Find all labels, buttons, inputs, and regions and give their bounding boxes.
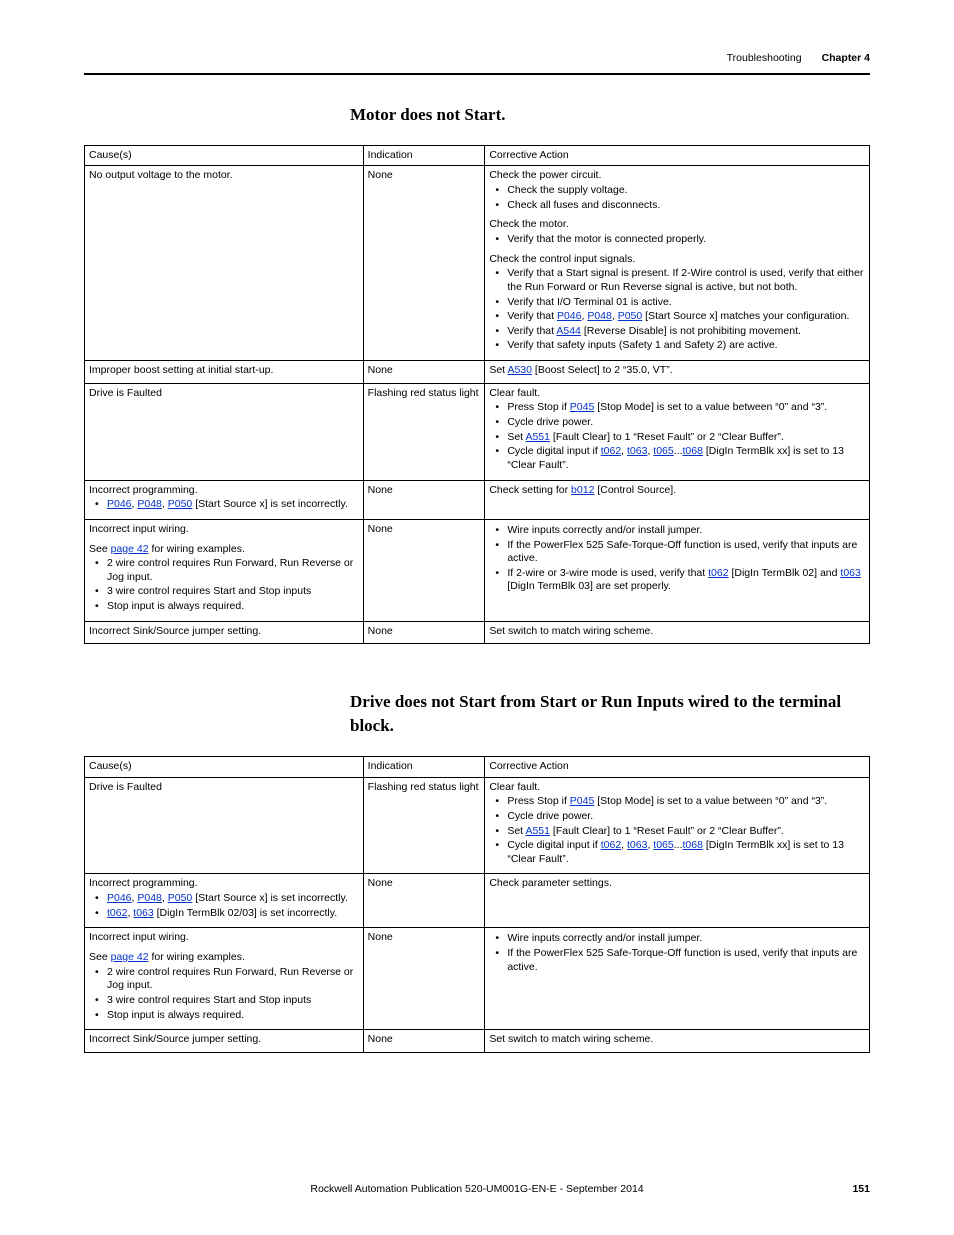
paragraph: Drive is Faulted xyxy=(89,386,162,399)
bullet-item xyxy=(89,892,358,906)
header-chapter-label: Chapter 4 xyxy=(821,52,870,64)
action-cell xyxy=(485,166,870,361)
paragraph: Flashing red status light xyxy=(367,386,479,399)
bullet-item xyxy=(489,233,864,247)
bullet-list xyxy=(489,524,864,594)
table-header-row xyxy=(85,145,870,166)
cause-cell xyxy=(85,480,364,519)
paragraph: Set switch to match wiring scheme. xyxy=(489,1033,654,1046)
bullet-item xyxy=(489,401,864,415)
bullet-marker: • xyxy=(495,339,500,352)
bullet-item xyxy=(89,585,358,599)
bullet-marker: • xyxy=(495,184,500,197)
bullet-text: Press Stop if P045 [Stop Mode] is set to a value between “0” and “3”. xyxy=(507,795,828,808)
param-link[interactable]: P048 xyxy=(137,498,162,511)
bullet-marker: • xyxy=(95,965,99,978)
paragraph: Incorrect Sink/Source jumper setting. xyxy=(89,624,262,637)
section-title: Motor does not Start. xyxy=(350,105,506,124)
column-header: Cause(s) xyxy=(85,145,364,166)
table-row xyxy=(85,166,870,361)
bullet-marker: • xyxy=(495,430,500,443)
bullet-marker: • xyxy=(495,295,500,308)
bullet-item xyxy=(489,296,864,310)
bullet-text: Stop input is always required. xyxy=(107,600,245,613)
paragraph: Flashing red status light xyxy=(367,780,479,793)
bullet-marker: • xyxy=(495,947,500,960)
table-row xyxy=(85,777,870,874)
bullet-marker: • xyxy=(495,932,500,945)
param-link[interactable]: t063 xyxy=(840,566,861,579)
paragraph: None xyxy=(367,364,393,377)
table-header-row xyxy=(85,756,870,777)
bullet-item xyxy=(489,567,864,594)
bullet-marker: • xyxy=(495,809,500,822)
param-link[interactable]: A544 xyxy=(556,324,581,337)
paragraph: Set A530 [Boost Select] to 2 “35.0, VT”. xyxy=(489,364,673,377)
table-row xyxy=(85,928,870,1030)
bullet-list xyxy=(489,932,864,974)
param-link[interactable]: A530 xyxy=(507,364,532,377)
table-row xyxy=(85,1030,870,1053)
paragraph: Check parameter settings. xyxy=(489,877,612,890)
troubleshooting-table xyxy=(84,756,870,1053)
paragraph: None xyxy=(367,877,393,890)
bullet-list xyxy=(489,267,864,353)
bullet-text: Press Stop if P045 [Stop Mode] is set to a value between “0” and “3”. xyxy=(507,401,828,414)
param-link[interactable]: P046 xyxy=(556,310,582,323)
bullet-item xyxy=(489,932,864,946)
bullet-item xyxy=(489,445,864,472)
param-link[interactable]: P050 xyxy=(167,498,193,511)
paragraph: Incorrect input wiring. xyxy=(89,931,189,944)
bullet-marker: • xyxy=(95,993,99,1006)
bullet-marker: • xyxy=(495,445,500,458)
param-link[interactable]: P046 xyxy=(107,892,132,905)
bullet-text: If the PowerFlex 525 Safe-Torque-Off function is used, verify that inputs are active. xyxy=(507,538,858,565)
paragraph: See page 42 for wiring examples. xyxy=(89,542,245,555)
bullet-item xyxy=(89,907,358,921)
param-link[interactable]: P050 xyxy=(617,310,643,323)
header-section-label: Troubleshooting xyxy=(726,52,802,64)
table-row xyxy=(85,383,870,480)
page-header xyxy=(84,0,870,64)
action-cell xyxy=(485,621,870,644)
column-header: Cause(s) xyxy=(85,756,364,777)
table-row xyxy=(85,621,870,644)
param-link[interactable]: t062 xyxy=(708,566,729,579)
bullet-marker: • xyxy=(495,267,500,280)
bullet-item xyxy=(489,199,864,213)
bullet-text: Verify that the motor is connected properly. xyxy=(507,233,707,245)
indication-cell xyxy=(363,361,485,384)
paragraph: No output voltage to the motor. xyxy=(89,169,233,182)
bullet-text: Cycle digital input if t062, t063, t065...t068 [DigIn TermBlk xx] is set to 13 “Clear Fault”. xyxy=(507,445,844,471)
bullet-text: Verify that P046, P048, P050 [Start Source x] matches your configuration. xyxy=(507,310,850,323)
bullet-item xyxy=(89,994,358,1008)
bullet-item xyxy=(89,557,358,584)
bullet-text: Verify that a Start signal is present. If 2-Wire control is used, verify that either the Run Forward or Run Reverse signal is active, but not both. xyxy=(507,267,864,293)
indication-cell xyxy=(363,777,485,874)
bullet-marker: • xyxy=(95,557,99,570)
cause-cell xyxy=(85,777,364,874)
bullet-item xyxy=(489,947,864,974)
bullet-text: Cycle drive power. xyxy=(507,416,594,429)
paragraph: Incorrect input wiring. xyxy=(89,522,189,535)
param-link[interactable]: P045 xyxy=(569,401,595,414)
paragraph: None xyxy=(367,624,393,637)
action-cell xyxy=(485,383,870,480)
bullet-marker: • xyxy=(95,585,99,598)
param-link[interactable]: t062 xyxy=(600,445,622,458)
bullet-text: t062, t063 [DigIn TermBlk 02/03] is set incorrectly. xyxy=(107,906,338,919)
table-row xyxy=(85,874,870,928)
param-link[interactable]: P048 xyxy=(587,310,612,323)
cause-cell xyxy=(85,361,364,384)
paragraph: None xyxy=(367,931,393,944)
paragraph: Incorrect Sink/Source jumper setting. xyxy=(89,1033,262,1046)
action-cell xyxy=(485,777,870,874)
bullet-item xyxy=(489,810,864,824)
bullet-list xyxy=(489,233,864,247)
table-row xyxy=(85,519,870,621)
bullet-marker: • xyxy=(495,538,500,551)
bullet-item xyxy=(489,839,864,866)
bullet-marker: • xyxy=(495,401,500,414)
paragraph: None xyxy=(367,483,393,496)
bullet-marker: • xyxy=(495,324,500,337)
bullet-marker: • xyxy=(95,1008,99,1021)
action-cell xyxy=(485,519,870,621)
bullet-item xyxy=(489,267,864,294)
paragraph: Check the motor. xyxy=(489,218,569,231)
bullet-marker: • xyxy=(95,498,99,511)
footer-page-number: 151 xyxy=(852,1183,870,1195)
cause-cell xyxy=(85,928,364,1030)
bullet-marker: • xyxy=(495,523,500,536)
bullet-text: Verify that A544 [Reverse Disable] is not prohibiting movement. xyxy=(507,324,801,337)
paragraph: None xyxy=(367,1033,393,1046)
param-link[interactable]: page 42 xyxy=(110,542,149,555)
paragraph: Check the power circuit. xyxy=(489,169,602,182)
section-title: Drive does not Start from Start or Run Inputs wired to the terminal block. xyxy=(350,692,842,736)
bullet-marker: • xyxy=(95,892,99,905)
param-link[interactable]: b012 xyxy=(571,483,595,496)
bullet-text: If 2-wire or 3-wire mode is used, verify that t062 [DigIn TermBlk 02] and t063 [DigIn TermBlk 03] are set properly. xyxy=(507,566,861,593)
param-link[interactable]: P048 xyxy=(137,892,162,905)
indication-cell xyxy=(363,383,485,480)
bullet-text: 2 wire control requires Run Forward, Run Reverse or Jog input. xyxy=(107,965,354,992)
table-row xyxy=(85,361,870,384)
action-cell xyxy=(485,1030,870,1053)
param-link[interactable]: t062 xyxy=(600,839,622,852)
paragraph: None xyxy=(367,169,393,182)
param-link[interactable]: A551 xyxy=(525,824,550,837)
param-link[interactable]: t063 xyxy=(627,839,648,852)
paragraph: See page 42 for wiring examples. xyxy=(89,951,245,964)
page-footer xyxy=(84,1183,870,1197)
table-row xyxy=(85,480,870,519)
bullet-list xyxy=(89,498,358,512)
bullet-marker: • xyxy=(495,824,500,837)
bullet-text: Verify that I/O Terminal 01 is active. xyxy=(507,295,672,308)
bullet-marker: • xyxy=(95,906,99,919)
bullet-text: Wire inputs correctly and/or install jumper. xyxy=(507,523,703,536)
cause-cell xyxy=(85,519,364,621)
bullet-marker: • xyxy=(495,198,500,211)
bullet-item xyxy=(489,539,864,566)
bullet-marker: • xyxy=(495,233,500,245)
cause-cell xyxy=(85,1030,364,1053)
action-cell xyxy=(485,928,870,1030)
bullet-text: Cycle digital input if t062, t063, t065...t068 [DigIn TermBlk xx] is set to 13 “Clear Fault”. xyxy=(507,839,844,865)
paragraph: Clear fault. xyxy=(489,780,541,793)
bullet-text: Verify that safety inputs (Safety 1 and Safety 2) are active. xyxy=(507,339,778,352)
indication-cell xyxy=(363,480,485,519)
action-cell xyxy=(485,874,870,928)
bullet-item xyxy=(489,325,864,339)
bullet-text: Set A551 [Fault Clear] to 1 “Reset Fault” or 2 “Clear Buffer”. xyxy=(507,824,784,837)
bullet-text: Stop input is always required. xyxy=(107,1008,245,1021)
param-link[interactable]: t062 xyxy=(107,906,128,919)
paragraph: Incorrect programming. xyxy=(89,483,198,496)
bullet-list xyxy=(489,184,864,212)
param-link[interactable]: P050 xyxy=(167,892,193,905)
cause-cell xyxy=(85,621,364,644)
cause-cell xyxy=(85,166,364,361)
bullet-item xyxy=(489,339,864,353)
param-link[interactable]: t063 xyxy=(627,445,648,458)
bullet-list xyxy=(489,401,864,472)
param-link[interactable]: t065 xyxy=(653,445,674,458)
bullet-text: Set A551 [Fault Clear] to 1 “Reset Fault” or 2 “Clear Buffer”. xyxy=(507,430,784,443)
bullet-text: Check the supply voltage. xyxy=(507,184,628,197)
paragraph: Clear fault. xyxy=(489,386,541,399)
bullet-item xyxy=(89,966,358,993)
param-link[interactable]: t068 xyxy=(682,839,703,852)
param-link[interactable]: A551 xyxy=(525,430,550,443)
paragraph: Improper boost setting at initial start-up. xyxy=(89,364,274,377)
paragraph: None xyxy=(367,522,393,535)
bullet-marker: • xyxy=(495,839,500,852)
bullet-marker: • xyxy=(495,795,500,808)
bullet-item xyxy=(489,431,864,445)
bullet-text: Wire inputs correctly and/or install jumper. xyxy=(507,932,703,945)
bullet-text: 3 wire control requires Start and Stop inputs xyxy=(107,993,312,1006)
action-cell xyxy=(485,480,870,519)
bullet-item xyxy=(489,825,864,839)
cause-cell xyxy=(85,874,364,928)
column-header: Indication xyxy=(363,145,485,166)
bullet-item xyxy=(489,416,864,430)
paragraph: Check setting for b012 [Control Source]. xyxy=(489,483,677,496)
footer-publication: Rockwell Automation Publication 520-UM001G-EN-E - September 2014 xyxy=(310,1183,644,1195)
bullet-text: P046, P048, P050 [Start Source x] is set incorrectly. xyxy=(107,498,348,511)
param-link[interactable]: P046 xyxy=(107,498,132,511)
bullet-marker: • xyxy=(495,566,500,579)
bullet-item xyxy=(89,498,358,512)
bullet-text: Check all fuses and disconnects. xyxy=(507,198,661,211)
bullet-item xyxy=(89,600,358,614)
bullet-list xyxy=(489,795,864,866)
bullet-marker: • xyxy=(495,416,500,429)
indication-cell xyxy=(363,166,485,361)
param-link[interactable]: t068 xyxy=(682,445,703,458)
bullet-text: 3 wire control requires Start and Stop inputs xyxy=(107,585,312,598)
indication-cell xyxy=(363,928,485,1030)
paragraph: Check the control input signals. xyxy=(489,252,636,265)
paragraph: Drive is Faulted xyxy=(89,780,162,793)
bullet-item xyxy=(89,1009,358,1023)
paragraph: Set switch to match wiring scheme. xyxy=(489,624,654,637)
bullet-item xyxy=(489,310,864,324)
bullet-item xyxy=(489,795,864,809)
indication-cell xyxy=(363,519,485,621)
param-link[interactable]: t065 xyxy=(653,839,674,852)
bullet-item xyxy=(489,524,864,538)
bullet-marker: • xyxy=(95,600,99,613)
bullet-text: P046, P048, P050 [Start Source x] is set incorrectly. xyxy=(107,892,348,905)
bullet-marker: • xyxy=(495,310,500,323)
indication-cell xyxy=(363,874,485,928)
param-link[interactable]: t063 xyxy=(133,906,154,919)
bullet-text: 2 wire control requires Run Forward, Run Reverse or Jog input. xyxy=(107,557,354,583)
indication-cell xyxy=(363,621,485,644)
action-cell xyxy=(485,361,870,384)
page-content xyxy=(84,103,870,1053)
troubleshooting-table xyxy=(84,145,870,645)
bullet-list xyxy=(89,966,358,1023)
column-header: Indication xyxy=(363,756,485,777)
column-header: Corrective Action xyxy=(485,756,870,777)
bullet-item xyxy=(489,184,864,198)
paragraph: Incorrect programming. xyxy=(89,877,198,890)
cause-cell xyxy=(85,383,364,480)
param-link[interactable]: page 42 xyxy=(110,951,149,964)
bullet-text: Cycle drive power. xyxy=(507,809,594,822)
bullet-text: If the PowerFlex 525 Safe-Torque-Off function is used, verify that inputs are active. xyxy=(507,947,858,973)
column-header: Corrective Action xyxy=(485,145,870,166)
indication-cell xyxy=(363,1030,485,1053)
bullet-list xyxy=(89,892,358,920)
bullet-list xyxy=(89,557,358,614)
param-link[interactable]: P045 xyxy=(569,795,595,808)
header-rule xyxy=(84,73,870,75)
